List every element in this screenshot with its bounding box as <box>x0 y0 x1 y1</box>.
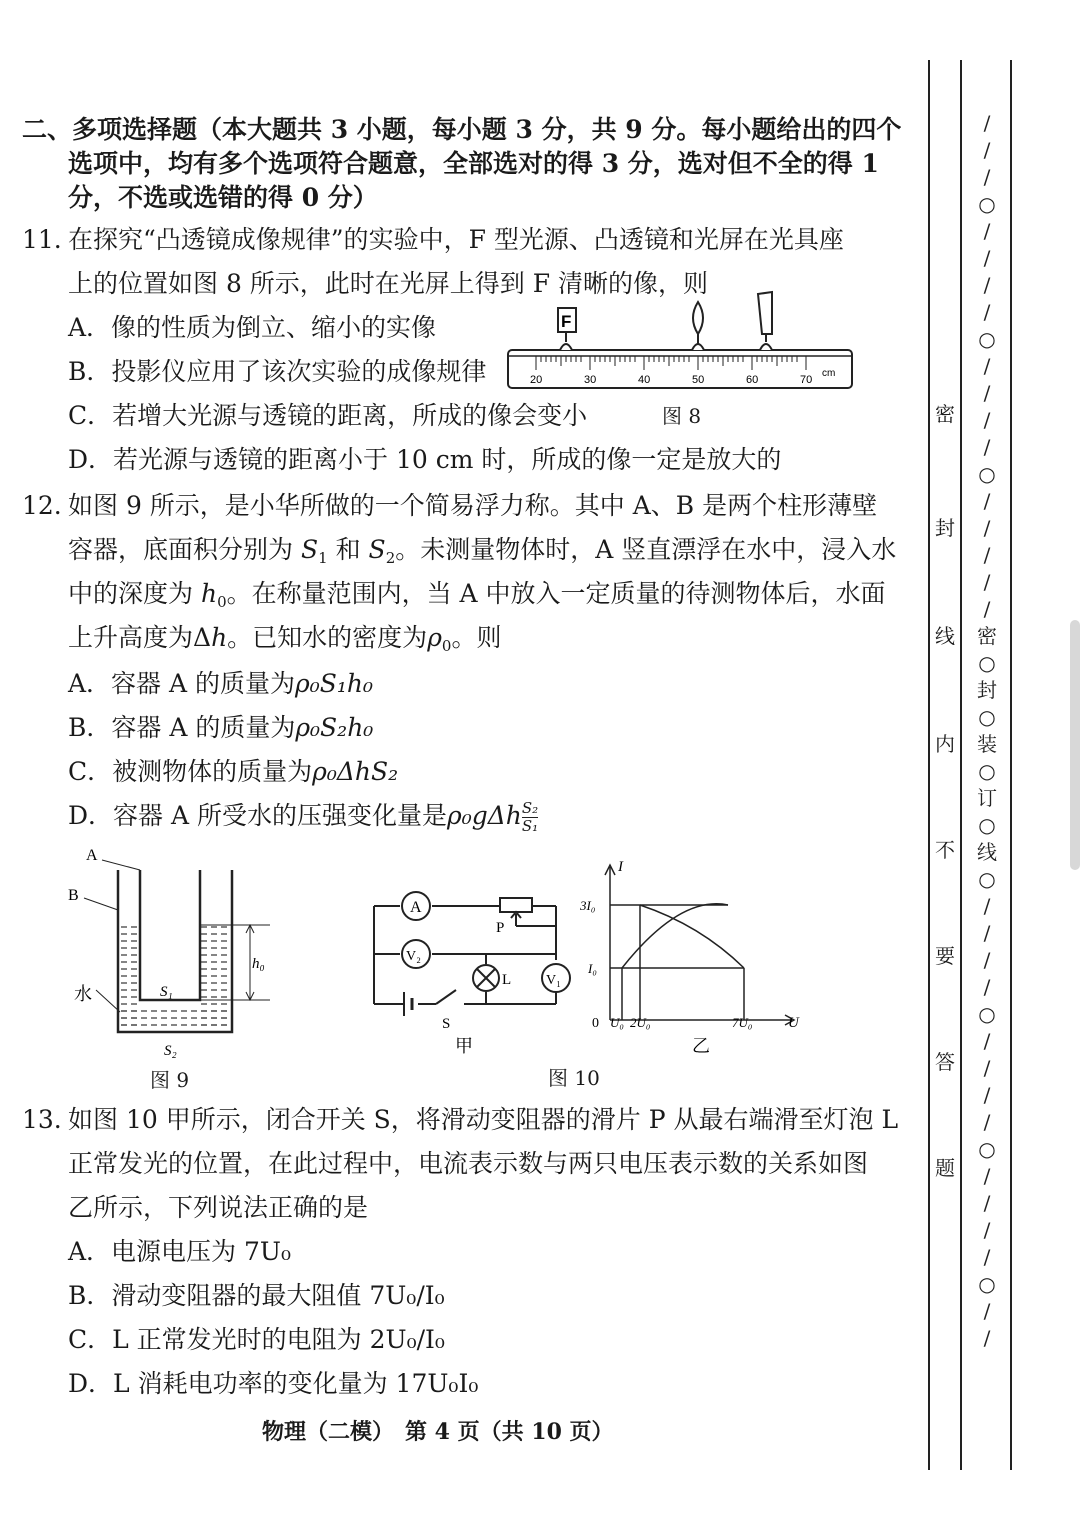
q12-stem-line4: 上升高度为Δh。已知水的密度为$\rho_0$。则 <box>68 623 502 655</box>
binding-word-3: 装 <box>977 732 997 756</box>
binding-char-7: 答 <box>935 1050 955 1074</box>
q13-option-a: A．电源电压为 7U₀ <box>68 1237 291 1266</box>
section-title-line1: 二、多项选择题（本大题共 3 小题，每小题 3 分，共 9 分。每小题给出的四个 <box>22 115 902 144</box>
fig9-label-s1: S₁ <box>160 984 173 1000</box>
q13-stem-line1: 如图 10 甲所示，闭合开关 S，将滑动变阻器的滑片 P 从最右端滑至灯泡 L <box>68 1105 899 1134</box>
fig9-label-s2: S₂ <box>164 1043 177 1059</box>
q12-stem-line1: 如图 9 所示，是小华所做的一个简易浮力称。其中 A、B 是两个柱形薄壁 <box>68 491 878 520</box>
q11-option-d: D．若光源与透镜的距离小于 10 cm 时，所成的像一定是放大的 <box>68 445 782 474</box>
f-light-source <box>558 308 576 350</box>
binding-line-3 <box>1010 60 1012 1470</box>
q11-option-c: C．若增大光源与透镜的距离，所成的像会变小 <box>68 401 588 430</box>
binding-line-1 <box>928 60 930 1470</box>
section-title-line2: 选项中，均有多个选项符合题意，全部选对的得 3 分，选对但不全的得 1 <box>68 149 879 178</box>
q13-option-b: B．滑动变阻器的最大阻值 7U₀/I₀ <box>68 1281 445 1310</box>
q13-number: 13. <box>22 1105 62 1134</box>
lamp-label: L <box>502 972 512 988</box>
bench-tick-50: 50 <box>692 374 705 386</box>
binding-char-2: 封 <box>935 516 955 540</box>
voltmeter-v2-label: V₂ <box>406 949 421 964</box>
figure-8-caption: 图 8 <box>662 404 702 428</box>
q12-option-c: C．被测物体的质量为ρ₀ΔhS₂ <box>68 757 399 786</box>
q13-stem-line3: 乙所示，下列说法正确的是 <box>68 1193 369 1222</box>
q11-stem-line1: 在探究“凸透镜成像规律”的实验中，F 型光源、凸透镜和光屏在光具座 <box>68 225 844 254</box>
binding-dash-column: / / / ○ / / / / ○ / / / / ○ / / / / / 密 ○ 封 ○ 装 ○ 订 ○ 线 ○ / / / / ○ / / / / ○ / / / / ○ / / <box>977 111 997 1350</box>
bench-tick-30: 30 <box>584 374 597 386</box>
section-title-line3: 分，不选或选错的得 0 分） <box>68 183 378 212</box>
binding-char-1: 密 <box>935 402 955 426</box>
figure-10-iu-graph <box>580 855 810 1055</box>
bench-tick-40: 40 <box>638 374 651 386</box>
fig10-yi-label: 乙 <box>692 1036 710 1055</box>
svg-text:F: F <box>561 312 572 331</box>
q12-option-b: B．容器 A 的质量为ρ₀S₂h₀ <box>68 713 374 742</box>
q12-stem-line2: 容器，底面积分别为 $S_1$ 和 $S_2$。未测量物体时，A 竖直漂浮在水中，浸入水 <box>68 535 897 567</box>
binding-word-5: 线 <box>977 840 997 864</box>
binding-word-1: 密 <box>977 624 997 648</box>
q12-option-d: D．容器 A 所受水的压强变化量是ρ₀gΔh $\frac{\text{S₂}}{\text{S₁}}$ <box>68 799 539 835</box>
fig9-label-a: A <box>86 847 98 864</box>
q13-option-d: D．L 消耗电功率的变化量为 17U₀I₀ <box>68 1369 479 1398</box>
binding-char-8: 题 <box>935 1156 955 1180</box>
binding-line-2 <box>960 60 962 1470</box>
figure-9-caption: 图 9 <box>150 1068 190 1092</box>
tick-zero: 0 <box>592 1016 599 1031</box>
binding-char-6: 要 <box>935 944 955 968</box>
q12-stem-line3: 中的深度为 $h_0$。在称量范围内，当 A 中放入一定质量的待测物体后，水面 <box>68 579 886 611</box>
q11-number: 11. <box>22 225 62 254</box>
q12-option-a: A．容器 A 的质量为ρ₀S₁h₀ <box>68 669 374 698</box>
tick-u0: U₀ <box>610 1015 624 1030</box>
bench-tick-70: 70 <box>800 374 813 386</box>
binding-char-4: 内 <box>935 732 955 756</box>
figure-9-float-scale <box>60 840 300 1070</box>
switch-s-label: S <box>442 1016 451 1032</box>
figure-10-caption: 图 10 <box>548 1066 600 1090</box>
fig9-label-b: B <box>68 887 79 904</box>
fraction-s2-over-s1: $\frac{\text{S₂}}{\text{S₁}}$ <box>521 799 539 835</box>
bench-tick-20: 20 <box>530 374 543 386</box>
slider-p-label: P <box>496 920 505 936</box>
q12-number: 12. <box>22 491 62 520</box>
axis-i-label: I <box>618 859 623 875</box>
tick-7u0: 7U₀ <box>732 1015 753 1030</box>
q13-stem-line2: 正常发光的位置，在此过程中，电流表示数与两只电压表示数的关系如图 <box>68 1149 869 1178</box>
q11-option-a: A．像的性质为倒立、缩小的实像 <box>68 313 437 342</box>
figure-10-circuit <box>360 880 580 1060</box>
scrollbar-thumb[interactable] <box>1070 620 1080 870</box>
page-footer: 物理（二模） 第 4 页（共 10 页） <box>262 1419 614 1445</box>
bench-unit-cm: cm <box>822 368 836 379</box>
voltmeter-v1-label: V₁ <box>546 973 561 988</box>
binding-char-3: 线 <box>935 624 955 648</box>
fig10-jia-label: 甲 <box>455 1036 473 1057</box>
figure-8-optical-bench <box>500 290 860 400</box>
tick-2u0: 2U₀ <box>630 1015 651 1030</box>
fig9-label-h0: h₀ <box>252 956 265 972</box>
q11-option-b: B．投影仪应用了该次实验的成像规律 <box>68 357 487 386</box>
binding-word-4: 订 <box>977 786 997 810</box>
axis-u-label: U <box>788 1015 799 1031</box>
light-screen <box>758 292 772 350</box>
q11-stem-line2: 上的位置如图 8 所示，此时在光屏上得到 F 清晰的像，则 <box>68 269 709 298</box>
fig9-label-water: 水 <box>74 984 92 1005</box>
tick-3i0: 3I₀ <box>580 898 596 913</box>
binding-word-2: 封 <box>977 678 997 702</box>
q13-option-c: C．L 正常发光时的电阻为 2U₀/I₀ <box>68 1325 445 1354</box>
bench-tick-60: 60 <box>746 374 759 386</box>
binding-char-5: 不 <box>935 838 955 862</box>
tick-i0: I₀ <box>588 961 597 976</box>
convex-lens <box>692 302 704 350</box>
ammeter-label: A <box>410 899 422 916</box>
